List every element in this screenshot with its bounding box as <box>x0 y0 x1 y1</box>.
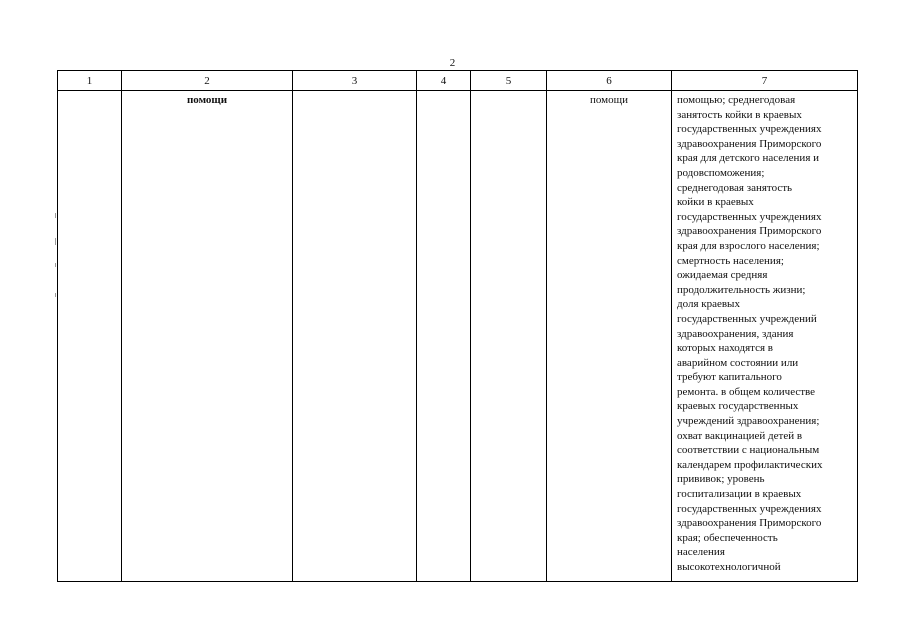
scan-mark <box>55 213 56 218</box>
column-header-2: 2 <box>122 71 293 91</box>
cell-7-line: ожидаемая средняя <box>677 269 768 282</box>
row-cell-6: помощи <box>547 91 672 582</box>
cell-7-line: родовспоможения; <box>677 166 765 179</box>
cell-7-line: среднегодовая занятость <box>677 181 793 194</box>
cell-7-line: доля краевых <box>677 298 740 311</box>
cell-7-line: здравоохранения Приморского <box>677 225 822 238</box>
column-header-5: 5 <box>471 71 547 91</box>
column-header-1: 1 <box>58 71 122 91</box>
column-header-6: 6 <box>547 71 672 91</box>
cell-7-line: здравоохранения Приморского <box>677 137 822 150</box>
document-table <box>57 70 858 582</box>
column-header-3: 3 <box>293 71 417 91</box>
cell-7-line: учреждений здравоохранения; <box>677 415 820 428</box>
cell-7-line: которых находятся в <box>677 342 773 355</box>
cell-7-line: края для взрослого населения; <box>677 239 820 252</box>
cell-7-line: смертность населения; <box>677 254 784 267</box>
cell-7-line: календарем профилактических <box>677 458 823 471</box>
cell-7-line: края; обеспеченность <box>677 531 778 544</box>
cell-7-line: здравоохранения, здания <box>677 327 794 340</box>
cell-7-line: помощью; среднегодовая <box>677 94 796 106</box>
row-cell-2: помощи <box>122 91 293 582</box>
cell-7-line: государственных учреждениях <box>677 123 822 136</box>
cell-7-line: краевых государственных <box>677 400 799 413</box>
cell-7-line: продолжительность жизни; <box>677 283 806 296</box>
row-cell-3 <box>293 91 417 582</box>
cell-7-line: государственных учреждениях <box>677 502 822 515</box>
cell-7-line: прививок; уровень <box>677 473 765 486</box>
scan-mark <box>55 263 56 267</box>
cell-7-line: населения <box>677 546 725 559</box>
row-cell-7 <box>672 91 858 582</box>
cell-7-line: здравоохранения Приморского <box>677 517 822 530</box>
scan-mark <box>55 238 56 245</box>
cell-7-line: занятость койки в краевых <box>677 108 802 121</box>
row-cell-1 <box>58 91 122 582</box>
cell-7-line: государственных учреждений <box>677 312 817 325</box>
cell-7-line: госпитализации в краевых <box>677 488 802 501</box>
table-row <box>58 91 858 582</box>
cell-7-line: охват вакцинацией детей в <box>677 429 803 442</box>
cell-7-line: аварийном состоянии или <box>677 356 799 369</box>
cell-7-line: соответствии с национальным <box>677 444 820 457</box>
table-header-row <box>58 71 858 91</box>
cell-7-line: требуют капитального <box>677 371 782 384</box>
cell-7-line: ремонта. в общем количестве <box>677 385 816 398</box>
column-header-7: 7 <box>672 71 858 91</box>
row-cell-5 <box>471 91 547 582</box>
column-header-4: 4 <box>417 71 471 91</box>
cell-7-line: высокотехнологичной <box>677 561 781 573</box>
scan-mark <box>55 293 56 297</box>
page-number: 2 <box>449 57 456 69</box>
cell-7-line: койки в краевых <box>677 196 754 209</box>
cell-7-line: края для детского населения и <box>677 152 820 165</box>
row-cell-4 <box>417 91 471 582</box>
cell-7-line: государственных учреждениях <box>677 210 822 223</box>
